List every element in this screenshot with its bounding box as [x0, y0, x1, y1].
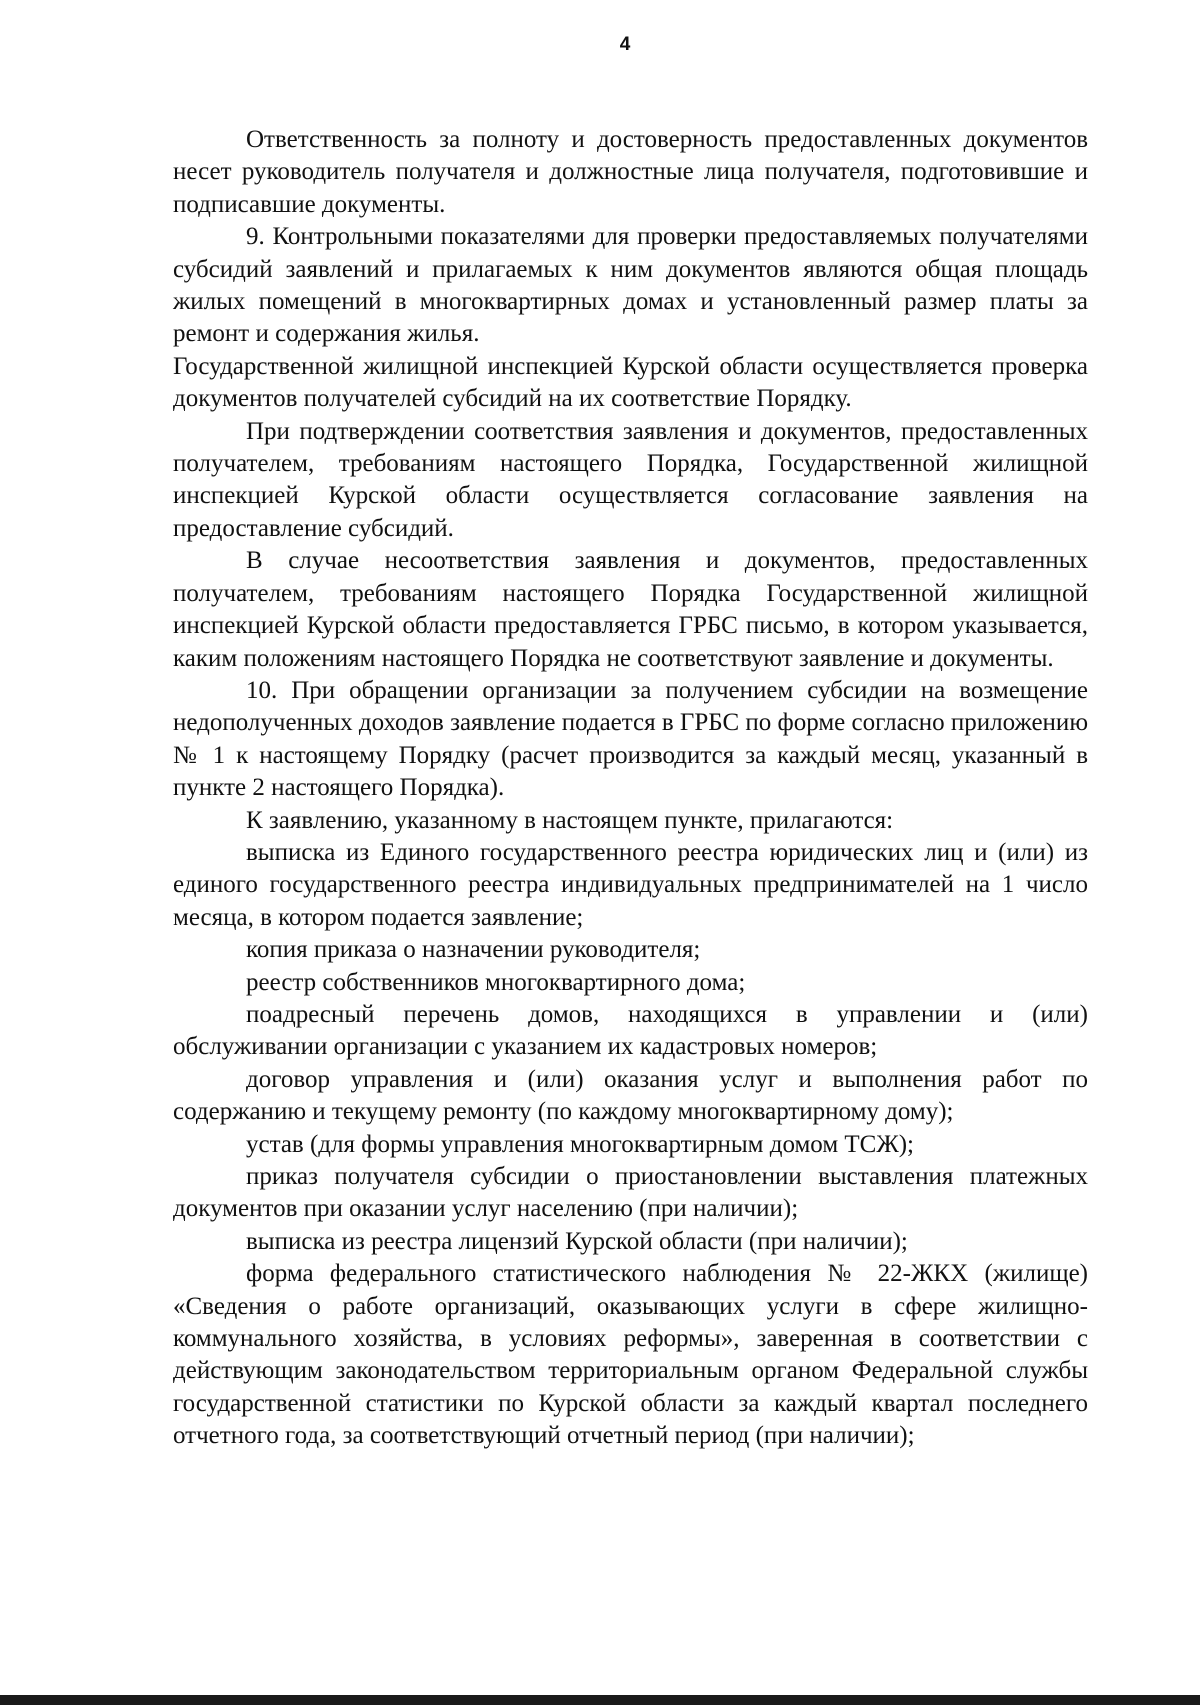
paragraph: поадресный перечень домов, находящихся в управлении и (или) обслуживании организации с указанием их кадастровых номеров;	[173, 1000, 1088, 1061]
document-body	[173, 124, 1088, 1453]
page-number: 4	[619, 34, 631, 55]
paragraph: выписка из Единого государственного реестра юридических лиц и (или) из единого государственного реестра индивидуальных предпринимателей на 1 число месяца, в котором подается заявление;	[173, 838, 1088, 931]
paragraph: Ответственность за полноту и достоверность предоставленных документов несет руководитель получателя и должностные лица получателя, подготовившие и подписавшие документы.	[173, 126, 1088, 218]
paragraph: выписка из реестра лицензий Курской области (при наличии);	[246, 1227, 908, 1255]
paragraph: К заявлению, указанному в настоящем пункте, прилагаются:	[246, 806, 894, 834]
paragraph: При подтверждении соответствия заявления и документов, предоставленных получателем, требованиям настоящего Порядка, Государственной жилищной инспекцией Курской области осуществляется согласование заявления на предоставление субсидий.	[173, 417, 1088, 542]
paragraph: Государственной жилищной инспекцией Курской области осуществляется проверка документов получателей субсидий на их соответствие Порядку.	[173, 352, 1088, 413]
paragraph: приказ получателя субсидии о приостановлении выставления платежных документов при оказании услуг населению (при наличии);	[173, 1163, 1088, 1223]
paragraph: 9. Контрольными показателями для проверки предоставляемых получателями субсидий заявлений и прилагаемых к ним документов являются общая площадь жилых помещений в многоквартирных домах и установленный размер платы за ремонт и содержания жилья.	[173, 223, 1088, 348]
paragraph: форма федерального статистического наблюдения № 22-ЖКХ (жилище) «Сведения о работе организаций, оказывающих услуги в сфере жилищно-коммунального хозяйства, в условиях реформы», заверенная в соответствии с действующим законодательством территориальным органом Федеральной службы государственной статистики по Курской области за каждый квартал последнего отчетного года, за соответствующий отчетный период (при наличии);	[173, 1260, 1088, 1450]
paragraph: реестр собственников многоквартирного дома;	[246, 968, 746, 996]
paragraph: копия приказа о назначении руководителя;	[246, 936, 701, 964]
paragraph: В случае несоответствия заявления и документов, предоставленных получателем, требованиям настоящего Порядка Государственной жилищной инспекцией Курской области предоставляется ГРБС письмо, в котором указывается, каким положениям настоящего Порядка не соответствуют заявление и документы.	[173, 547, 1088, 672]
paragraph: договор управления и (или) оказания услуг и выполнения работ по содержанию и текущему ремонту (по каждому многоквартирному дому);	[173, 1065, 1088, 1126]
scan-edge	[0, 1695, 1200, 1705]
paragraph: устав (для формы управления многоквартирным домом ТСЖ);	[246, 1130, 915, 1158]
paragraph: 10. При обращении организации за получением субсидии на возмещение недополученных доходов заявление подается в ГРБС по форме согласно приложению № 1 к настоящему Порядку (расчет производится за каждый месяц, указанный в пункте 2 настоящего Порядка).	[173, 676, 1088, 802]
